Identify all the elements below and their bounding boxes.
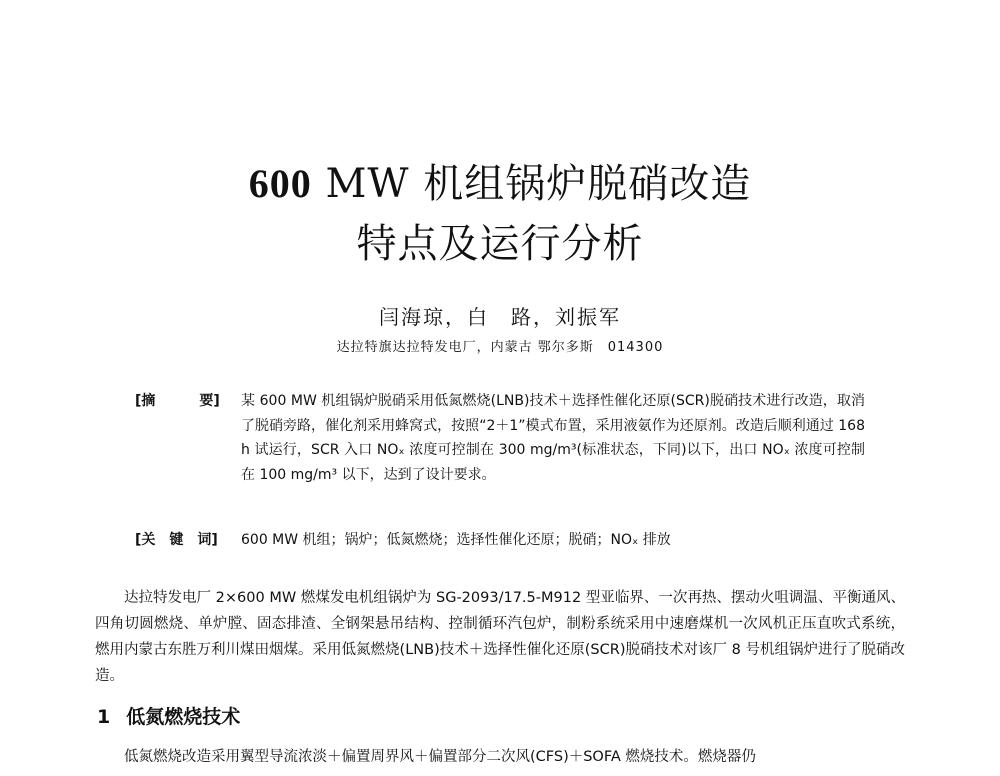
keywords — [135, 528, 865, 552]
section-number: 1 — [97, 706, 111, 728]
title-line-1-text: MW 机组锅炉脱硝改造 — [311, 161, 752, 207]
title-number: 600 — [248, 161, 312, 206]
section-body-text: 低氮燃烧改造采用翼型导流浓淡＋偏置周界风＋偏置部分二次风(CFS)＋SOFA 燃烧技术。燃烧器仍 — [124, 749, 756, 765]
title-line-2: 特点及运行分析 — [356, 221, 644, 267]
section-title: 低氮燃烧技术 — [126, 706, 241, 728]
abstract — [135, 389, 865, 487]
keywords-label: [关 键 词] — [135, 532, 218, 548]
section-heading — [97, 704, 240, 730]
title-line-1 — [0, 160, 1000, 208]
abstract-label — [135, 389, 241, 414]
affiliation: 达拉特旗达拉特发电厂，内蒙古 鄂尔多斯 014300 — [336, 340, 664, 355]
abstract-label-close: 要] — [199, 393, 220, 409]
authors: 闫海琼，白 路，刘振军 — [379, 305, 621, 329]
intro-paragraph: 达拉特发电厂 2×600 MW 燃煤发电机组锅炉为 SG-2093/17.5-M912 型亚临界、一次再热、摆动火咀调温、平衡通风、四角切圆燃烧、单炉膛、固态排渣、全钢架悬吊结构、控制循环汽包炉，制粉系统采用中速磨煤机一次风机正压直吹式系统，燃用内蒙古东胜万利川煤田烟煤。采用低氮燃烧(LNB)技术＋选择性催化还原(SCR)脱硝技术对该厂 8 号机组锅炉进行了脱硝改造。 — [95, 590, 905, 684]
keywords-text: 600 MW 机组；锅炉；低氮燃烧；选择性催化还原；脱硝；NOₓ 排放 — [241, 532, 671, 548]
abstract-text: 某 600 MW 机组锅炉脱硝采用低氮燃烧(LNB)技术＋选择性催化还原(SCR)脱硝技术进行改造，取消了脱硝旁路，催化剂采用蜂窝式，按照“2＋1”模式布置，采用液氨作为还原剂。改造后顺利通过 168 h 试运行，SCR 入口 NOₓ 浓度可控制在 300 mg/m³(标准状态，下同)以下，出口 NOₓ 浓度可控制在 100 mg/m³ 以下，达到了设计要求。 — [241, 393, 865, 483]
abstract-label-open: [摘 — [135, 393, 156, 409]
